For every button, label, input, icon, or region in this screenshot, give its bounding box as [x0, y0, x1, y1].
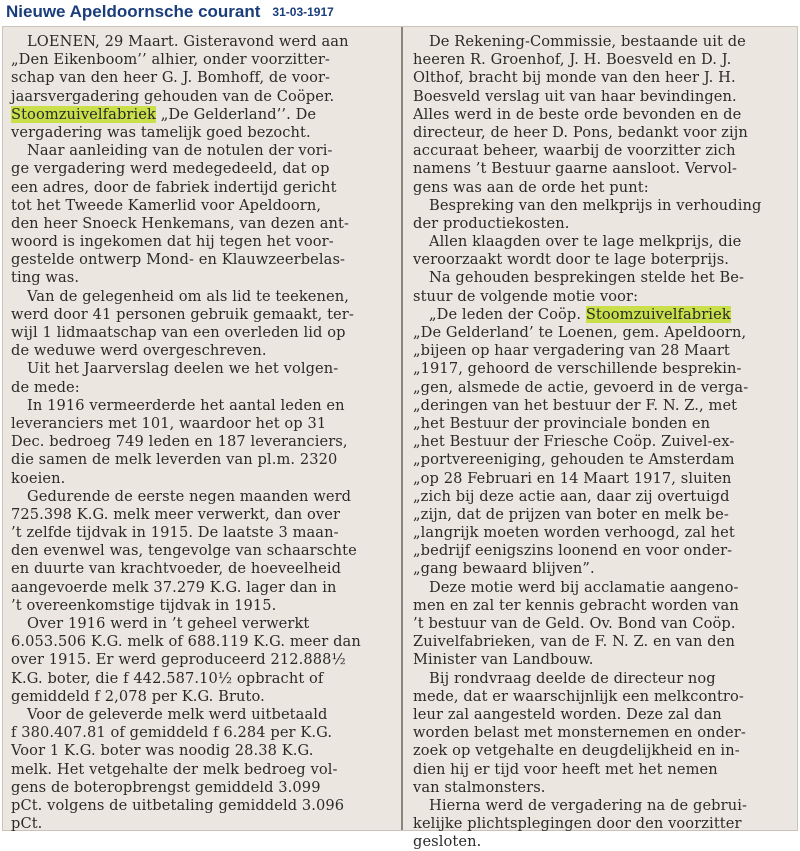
article-line: 725.398 K.G. melk meer verwerkt, dan over — [11, 505, 341, 523]
article-line: Na gehouden besprekingen stelde het Be- — [429, 269, 745, 287]
search-term-highlight: Stoomzuivelfabriek — [585, 305, 731, 323]
article-line: veroorzaakt wordt door te lage boterprijs. — [413, 251, 730, 269]
article-line: „gen, alsmede de actie, gevoerd in de verga- — [413, 378, 749, 396]
article-line: Deze motie werd bij acclamatie aangeno- — [429, 578, 739, 596]
article-line: men en zal ter kennis gebracht worden van — [413, 596, 739, 614]
article-line: een adres, door de fabriek indertijd gericht — [11, 178, 337, 196]
article-line: „gang bewaard blijven”. — [413, 560, 595, 578]
article-line: „bijeen op haar vergadering van 28 Maart — [413, 342, 730, 360]
article-line: Uit het Jaarverslag deelen we het volgen- — [27, 360, 339, 378]
article-line: pCt. volgens de uitbetaling gemiddeld 3.096 — [11, 796, 345, 814]
article-line: „het Bestuur der Friesche Coöp. Zuivel-ex- — [413, 433, 735, 451]
newspaper-clipping — [2, 26, 798, 851]
article-line: „op 28 Februari en 14 Maart 1917, sluiten — [413, 469, 732, 487]
article-line — [413, 306, 791, 324]
line-text: „De Gelderland’’. De — [155, 105, 317, 123]
article-line: ’t overeenkomstige tijdvak in 1915. — [11, 596, 277, 614]
article-line: Bespreking van den melkprijs in verhouding — [429, 196, 762, 214]
article-line: Voor 1 K.G. boter was noodig 28.38 K.G. — [11, 742, 314, 760]
article-line: werd door 41 personen gebruik gemaakt, ter- — [11, 305, 354, 323]
article-line: den evenwel was, tengevolge van schaarschte — [11, 542, 357, 560]
article-line: kelijke plichtsplegingen door den voorzitter — [413, 815, 742, 833]
article-line: gesloten. — [413, 833, 482, 851]
article-line: zoek op vetgehalte en deugdelijkheid en in- — [413, 742, 740, 760]
article-line: „het Bestuur der provinciale bonden en — [413, 414, 711, 432]
article-line: Alles werd in de beste orde bevonden en de — [413, 105, 742, 123]
article-line: die samen de melk leverden van pl.m. 2320 — [11, 451, 338, 469]
clipping-header — [0, 0, 800, 24]
article-line: accuraat beheer, waarbij de voorzitter zich — [413, 142, 736, 160]
article-line: leveranciers met 101, waardoor het op 31 — [11, 414, 327, 432]
article-line: worden belast met monsternemen en onder- — [413, 724, 746, 742]
article-column-left — [11, 33, 393, 833]
article-line: namens ’t Bestuur gaarne aansloot. Vervol- — [413, 160, 738, 178]
article-line: den heer Snoeck Henkemans, van dezen ant- — [11, 214, 350, 232]
article-line: Olthof, bracht bij monde van den heer J. H. — [413, 69, 736, 87]
article-line: Voor de geleverde melk werd uitbetaald — [27, 705, 328, 723]
article-line: Boesveld verslag uit van haar bevindingen. — [413, 87, 737, 105]
line-text: „De leden der Coöp. — [429, 305, 586, 323]
article-line: „bedrijf eenigszins loonend en voor onder- — [413, 542, 733, 560]
newspaper-title: Nieuwe Apeldoornsche courant — [6, 2, 261, 21]
article-line: gemiddeld f 2,078 per K.G. Bruto. — [11, 687, 265, 705]
article-line: tot het Tweede Kamerlid voor Apeldoorn, — [11, 196, 322, 214]
article-line: mede, dat er waarschijnlijk een melkcontro- — [413, 687, 744, 705]
article-line: gestelde ontwerp Mond- en Klauwzeerbelas- — [11, 251, 346, 269]
article-line: directeur, de heer D. Pons, bedankt voor zijn — [413, 123, 748, 141]
article-line: leur zal aangesteld worden. Deze zal dan — [413, 705, 722, 723]
article-line: K.G. boter, die f 442.587.10½ opbracht of — [11, 669, 324, 687]
article-line: melk. Het vetgehalte der melk bedroeg vol- — [11, 760, 338, 778]
article-line: „portvereeniging, gehouden te Amsterdam — [413, 451, 735, 469]
article-line: vergadering was tamelijk goed bezocht. — [11, 123, 311, 141]
article-line: de weduwe werd overgeschreven. — [11, 342, 267, 360]
article-line: Minister van Landbouw. — [413, 651, 594, 669]
article-line: dien hij er tijd voor heeft met het nemen — [413, 760, 718, 778]
article-line: Bij rondvraag deelde de directeur nog — [429, 669, 716, 687]
article-line: 6.053.506 K.G. melk of 688.119 K.G. meer dan — [11, 633, 361, 651]
article-line: Over 1916 werd in ’t geheel verwerkt — [27, 615, 310, 632]
article-line: „zijn, dat de prijzen van boter en melk be- — [413, 505, 729, 523]
article-line: woord is ingekomen dat hij tegen het voor- — [11, 233, 334, 251]
article-line: aangevoerde melk 37.279 K.G. lager dan in — [11, 578, 337, 596]
article-line: Hierna werd de vergadering na de gebrui- — [429, 796, 748, 814]
article-line: over 1915. Er werd geproduceerd 212.888½ — [11, 651, 346, 669]
article-line: schap van den heer G. J. Bomhoff, de voor- — [11, 69, 331, 87]
article-line: de mede: — [11, 378, 80, 396]
article-line: gens de boteropbrengst gemiddeld 3.099 — [11, 778, 321, 796]
article-line — [11, 106, 393, 124]
article-line: ge vergadering werd medegedeeld, dat op — [11, 160, 330, 178]
article-line: „deringen van het bestuur der F. N. Z., met — [413, 396, 738, 414]
article-line: De Rekening-Commissie, bestaande uit de — [429, 33, 746, 50]
article-line: Van de gelegenheid om als lid te teekenen, — [27, 287, 350, 305]
article-line: heeren R. Groenhof, J. H. Boesveld en D. J. — [413, 51, 732, 69]
search-term-highlight: Stoomzuivelfabriek — [11, 105, 156, 123]
article-line: Allen klaagden over te lage melkprijs, die — [429, 233, 742, 251]
article-line: Dec. bedroeg 749 leden en 187 leveranciers, — [11, 433, 348, 451]
article-line: van stalmonsters. — [413, 778, 546, 796]
article-line: „Den Eikenboom’’ alhier, onder voorzitter- — [11, 51, 330, 69]
article-line: In 1916 vermeerderde het aantal leden en — [27, 396, 345, 414]
article-line: „zich bij deze actie aan, daar zij overtuigd — [413, 487, 730, 505]
article-line: koeien. — [11, 469, 66, 487]
article-column-right — [413, 33, 791, 851]
article-line: en duurte van krachtvoeder, de hoeveelheid — [11, 560, 342, 578]
article-line: f 380.407.81 of gemiddeld f 6.284 per K.G. — [11, 724, 333, 742]
article-line: jaarsvergadering gehouden van de Coöper. — [11, 87, 335, 105]
article-line: Naar aanleiding van de notulen der vori- — [27, 142, 333, 160]
article-line: stuur de volgende motie voor: — [413, 287, 639, 305]
article-line: ’t zelfde tijdvak in 1915. De laatste 3 maan- — [11, 524, 339, 542]
article-line: LOENEN, 29 Maart. Gisteravond werd aan — [27, 33, 349, 50]
article-line: Zuivelfabrieken, van de F. N. Z. en van den — [413, 633, 735, 651]
article-line: Gedurende de eerste negen maanden werd — [27, 487, 352, 505]
article-line: ting was. — [11, 269, 80, 287]
article-line: „1917, gehoord de verschillende besprekin- — [413, 360, 742, 378]
publication-date: 31-03-1917 — [272, 5, 334, 19]
article-line: pCt. — [11, 815, 43, 833]
article-line: gens was aan de orde het punt: — [413, 178, 649, 196]
article-line: „langrijk moeten worden verhoogd, zal het — [413, 524, 735, 542]
article-line: der productiekosten. — [413, 214, 570, 232]
article-line: „De Gelderland’ te Loenen, gem. Apeldoorn, — [413, 324, 747, 341]
article-line: ’t bestuur van de Geld. Ov. Bond van Coöp. — [413, 615, 736, 632]
article-line: wijl 1 lidmaatschap van een overleden lid op — [11, 324, 346, 341]
column-divider — [401, 27, 403, 830]
